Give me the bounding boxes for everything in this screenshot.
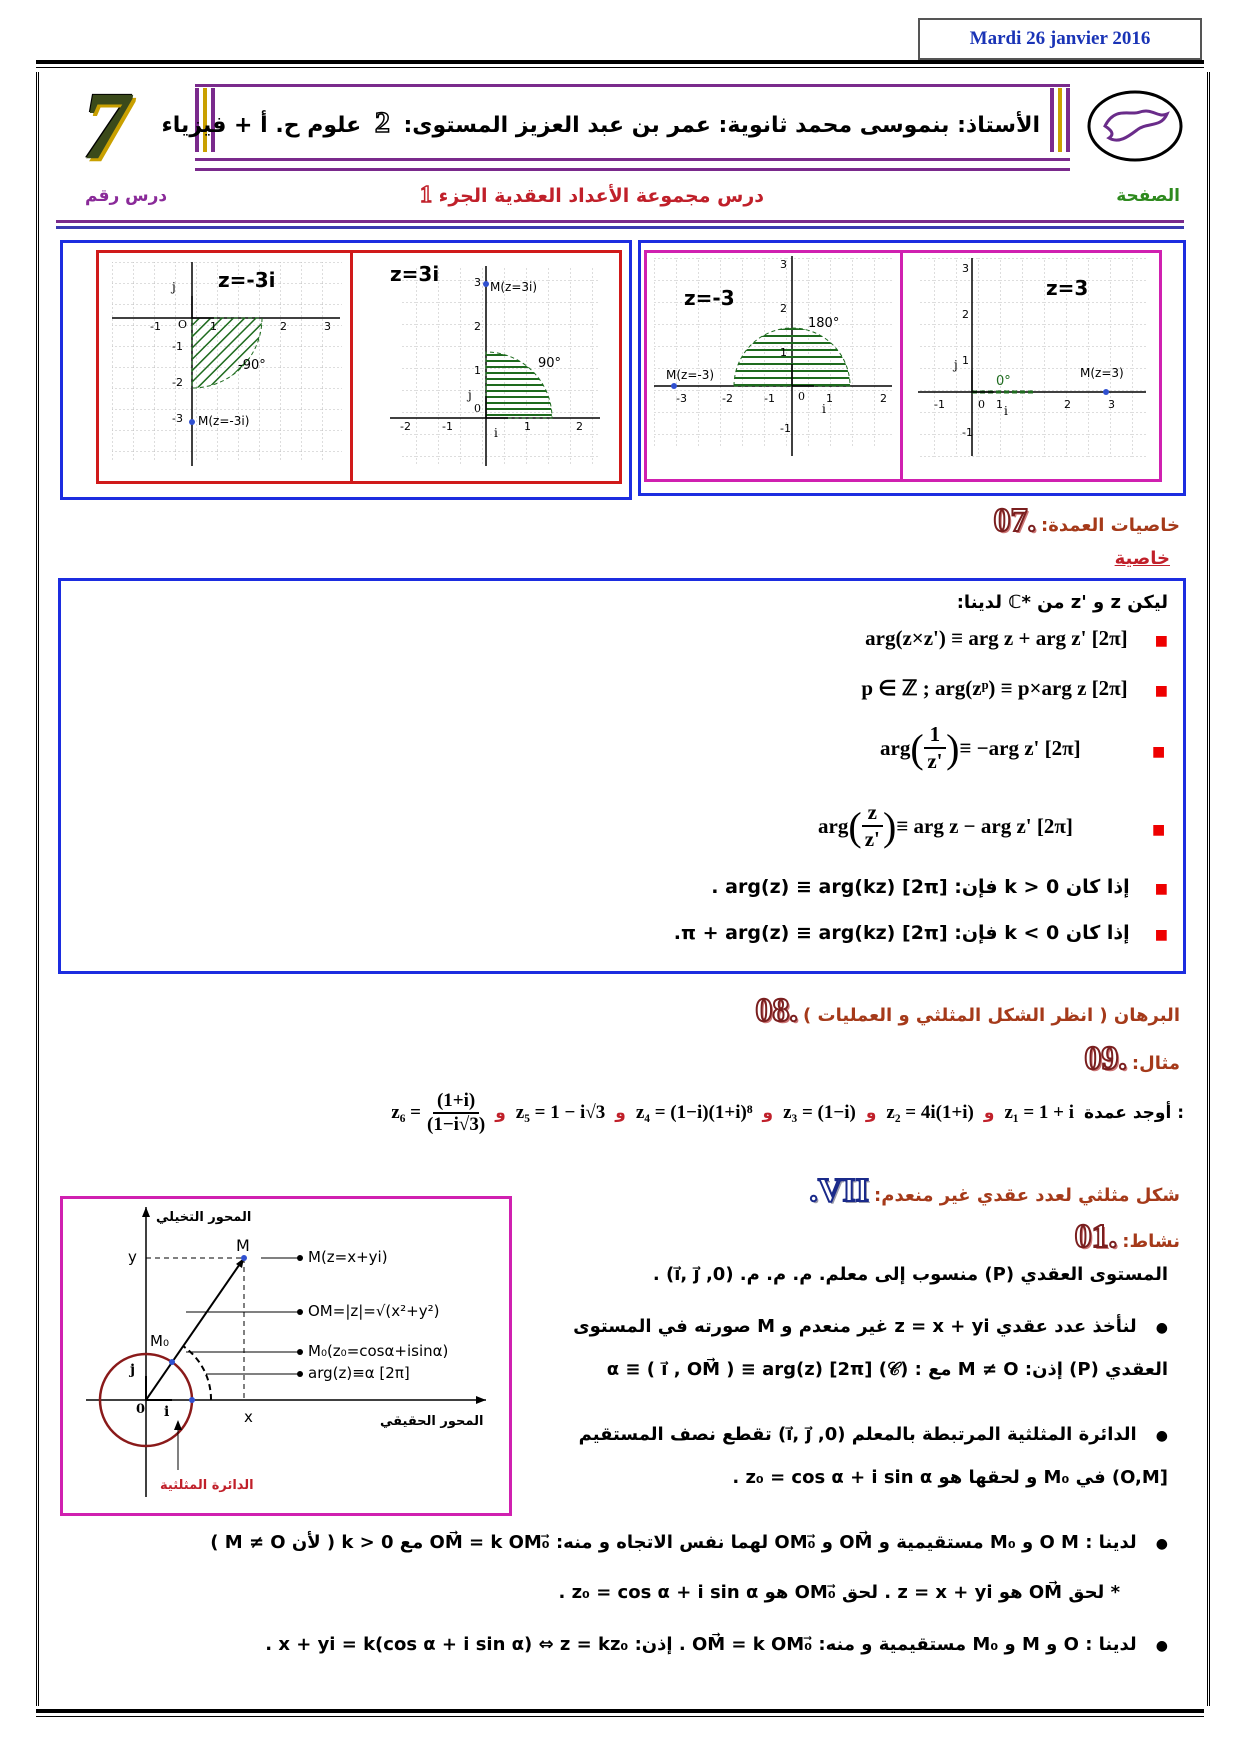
- bullet: ●: [1155, 1320, 1168, 1336]
- tick: 2: [576, 420, 583, 433]
- tick: -1: [934, 398, 945, 411]
- bullet: ●: [1155, 1428, 1168, 1444]
- z4: z₄ = (1−i)(1+i)⁸: [635, 1102, 753, 1123]
- diagram-circle-label: الدائرة المثلثية: [160, 1478, 254, 1493]
- activity-p6: ● لدينا : O و M و M₀ مستقيمية و منه: OM⃗ = k OM₀⃗ . إذن: x + yi = k(cos α + i sin α) ⇔ z = kz₀ .: [265, 1634, 1168, 1655]
- sec08-title: البرهان ( انظر الشكل المثلثي و العمليات ): [803, 1005, 1180, 1026]
- sec07-heading: [993, 502, 1180, 540]
- z-neg3-angle: 180°: [808, 316, 840, 331]
- activity-p3: ● الدائرة المثلثية المرتبطة بالمعلم (0, i⃗, j⃗) تقطع نصف المستقيم [O,M) في M₀ و لحقها هو z₀ = cos α + i sin α .: [578, 1424, 1168, 1488]
- tick: -1: [780, 422, 791, 435]
- z-3-o: 0: [978, 398, 985, 411]
- emblem-icon: [1085, 88, 1185, 164]
- z-neg3i-title: z=-3i: [218, 268, 276, 292]
- z-3-angle: 0°: [996, 374, 1011, 389]
- sec09-title: مثال:: [1131, 1053, 1180, 1074]
- activity-p4: ● لدينا : O M و M₀ مستقيمية و OM⃗ و OM₀⃗ لهما نفس الاتجاه و منه: OM⃗ = k OM₀⃗ مع k > 0 ( لأن M ≠ O ): [210, 1532, 1168, 1553]
- tick: 2: [474, 320, 481, 333]
- tick: 3: [962, 262, 969, 275]
- sec09-num: .09: [1084, 1040, 1127, 1077]
- figure-z-3: [910, 256, 1150, 472]
- lesson-title: درس مجموعة الأعداد العقدية الجزء 1: [420, 182, 765, 208]
- tick: 1: [826, 392, 833, 405]
- tick: 3: [780, 258, 787, 271]
- property-kneg: ■ إذا كان k < 0 فإن: [2π] π + arg(z) ≡ arg(kz).: [673, 922, 1168, 944]
- z-neg3i-angle: -90°: [238, 358, 266, 373]
- top-rule-thin: [36, 67, 1204, 68]
- z-3i-j: j: [468, 388, 472, 402]
- property-item-3: arg ( 1 z' ) ≡ −arg z' [2π]: [880, 722, 1081, 773]
- diagram-o: 0: [136, 1402, 146, 1417]
- tick: 1: [962, 354, 969, 367]
- logo-number: 7: [82, 72, 130, 179]
- tick: 2: [1064, 398, 1071, 411]
- frac: 1 z': [924, 722, 947, 774]
- activity-p2: ● لنأخذ عدد عقدي z = x + yi غير منعدم و M صورته في المستوى العقدي (P) إذن: M ≠ O مع : (𝒞) [2π] α ≡ ( i⃗ , OM⃗ ) ≡ arg(z): [573, 1316, 1168, 1380]
- tick: -3: [676, 392, 687, 405]
- sec09-heading: [1084, 1040, 1180, 1078]
- sec01-title: نشاط:: [1122, 1231, 1180, 1252]
- diagram-leg3: M₀(z₀=cosα+isinα): [308, 1342, 449, 1360]
- property-kpos: ■ إذا كان k > 0 فإن: [2π] arg(z) ≡ arg(kz) .: [711, 876, 1168, 898]
- figures-right-divider: [900, 250, 903, 482]
- tick: 3: [324, 320, 331, 333]
- diagram-M: M: [236, 1236, 250, 1255]
- property-item-1: ■ arg(z×z') ≡ arg z + arg z' [2π]: [865, 626, 1168, 650]
- bullet: ■: [1152, 744, 1166, 760]
- top-rule: [36, 60, 1204, 64]
- activity-p1: المستوى العقدي (P) منسوب إلى معلم. م. م. م. (0, i⃗, j⃗) .: [652, 1264, 1168, 1285]
- z6: z₆ = $\frac{(1+i)}{(1-i√3)}$: [391, 1090, 486, 1135]
- tick: 1: [474, 364, 481, 377]
- tick: -2: [722, 392, 733, 405]
- z-3-j: j: [954, 358, 958, 372]
- z-neg3-i: i: [822, 402, 826, 416]
- property-item-4: arg ( z z' ) ≡ arg z − arg z' [2π]: [818, 800, 1073, 851]
- bullet: ●: [1155, 1536, 1168, 1552]
- property-intro: ليكن z و 'z من *ℂ لدينا:: [956, 592, 1168, 613]
- z-3i-angle: 90°: [538, 356, 562, 371]
- diagram-leg2: OM=|z|=√(x²+y²): [308, 1302, 440, 1320]
- tick: 2: [280, 320, 287, 333]
- z1: z₁ = 1 + i: [1004, 1102, 1075, 1123]
- z-neg3-title: z=-3: [684, 286, 735, 310]
- z-3i-point: M(z=3i): [490, 280, 538, 294]
- tick: 1: [524, 420, 531, 433]
- diagram-leg1: M(z=x+yi): [308, 1248, 388, 1266]
- bullet: ■: [1154, 927, 1168, 943]
- page-label: الصفحة: [1116, 186, 1180, 206]
- bullet: ●: [1155, 1638, 1168, 1654]
- figures-left-divider: [350, 250, 353, 484]
- tick: 1: [996, 398, 1003, 411]
- example-line: z₆ = $\frac{(1+i)}{(1-i√3)}$ و z₅ = 1 − i√3 و z₄ = (1−i)(1+i)⁸ و z₃ = (1−i) و z₂ = 4i(1+i) و z₁ = 1 + i أوجد عمدة :: [391, 1090, 1184, 1135]
- z2: z₂ = 4i(1+i): [886, 1102, 974, 1123]
- z-3-title: z=3: [1046, 276, 1089, 300]
- teacher-line: الأستاذ: بنموسى محمد ثانوية: عمر بن عبد العزيز المستوى: 2 علوم ح. أ + فيزياء: [161, 106, 1040, 139]
- tick: -2: [400, 420, 411, 433]
- activity-p5: * لحق OM⃗ هو z = x + yi . لحق OM₀⃗ هو z₀ = cos α + i sin α .: [558, 1582, 1120, 1603]
- z-neg3-o: 0: [798, 390, 805, 403]
- sec01-num: .01: [1074, 1218, 1118, 1255]
- date-label: Mardi 26 janvier 2016: [918, 18, 1202, 60]
- z-3-i: i: [1004, 404, 1008, 418]
- sec01-heading: [1075, 1218, 1180, 1256]
- tick: -1: [172, 340, 183, 353]
- diagram-M0: M₀: [150, 1332, 169, 1350]
- arg-label: arg: [818, 813, 849, 838]
- tick: 2: [962, 308, 969, 321]
- secVII-num: VII.: [809, 1172, 869, 1209]
- tick: -3: [172, 412, 183, 425]
- bullet: ■: [1154, 633, 1168, 649]
- tick: 2: [780, 302, 787, 315]
- diagram-i: i: [164, 1404, 170, 1420]
- z-3i-i: i: [494, 426, 498, 440]
- z-3i-title: z=3i: [390, 262, 440, 286]
- logo-seven: [82, 72, 162, 179]
- bullet: ■: [1154, 683, 1168, 699]
- z-neg3i-j: j: [172, 280, 176, 294]
- subheader-bar: [195, 168, 1070, 172]
- tick: 3: [1108, 398, 1115, 411]
- section-rule-2: [56, 226, 1184, 229]
- bottom-rule: [36, 1709, 1204, 1713]
- sec08-num: .08: [755, 992, 798, 1029]
- diagram-leg4: arg(z)≡α [2π]: [308, 1364, 410, 1382]
- z5: z₅ = 1 − i√3: [515, 1102, 606, 1123]
- tick: 3: [474, 276, 481, 289]
- diagram-imag-axis: المحور التخيلي: [156, 1210, 252, 1225]
- example-lead: أوجد عمدة :: [1084, 1103, 1184, 1123]
- z-3-point: M(z=3): [1080, 366, 1124, 380]
- sec07-num: .07: [993, 502, 1036, 539]
- section-rule: [56, 220, 1184, 223]
- level-number: 2: [374, 106, 390, 139]
- header-emblem: [1085, 88, 1185, 164]
- tick: -2: [172, 376, 183, 389]
- tick: -1: [150, 320, 161, 333]
- z3: z₃ = (1−i): [783, 1102, 856, 1123]
- z-neg3-point: M(z=-3): [666, 368, 715, 382]
- tick: -1: [962, 426, 973, 439]
- sec07-sub: خاصية: [1114, 548, 1170, 569]
- tick: -1: [442, 420, 453, 433]
- diagram-real-axis: المحور الحقيقي: [380, 1414, 484, 1429]
- diagram-j: j: [130, 1362, 136, 1378]
- arg-label: arg: [880, 735, 911, 760]
- bottom-rule-thin: [36, 1716, 1204, 1717]
- z-3i-o: 0: [474, 402, 481, 415]
- tick: 1: [210, 320, 217, 333]
- diagram-y: y: [128, 1248, 137, 1266]
- bullet: ■: [1152, 822, 1166, 838]
- bullet: ■: [1154, 881, 1168, 897]
- tick: 2: [880, 392, 887, 405]
- lesson-part: 1: [420, 182, 432, 208]
- sec07-title: خاصيات العمدة:: [1041, 515, 1180, 536]
- z-neg3i-o: O: [178, 318, 188, 331]
- diagram-x: x: [244, 1408, 253, 1426]
- lesson-number-label: درس رقم: [85, 186, 168, 206]
- tick: -1: [764, 392, 775, 405]
- z-neg3i-point: M(z=-3i): [198, 414, 250, 428]
- tick: 1: [780, 346, 787, 359]
- frac: z z': [862, 800, 883, 852]
- sec08-heading: [755, 992, 1180, 1030]
- secVII-heading: [809, 1172, 1180, 1210]
- property-item-2: ■ p ∈ ℤ ; arg(zᵖ) ≡ p×arg z [2π]: [861, 676, 1168, 700]
- secVII-title: شكل مثلثي لعدد عقدي غير منعدم:: [874, 1185, 1180, 1206]
